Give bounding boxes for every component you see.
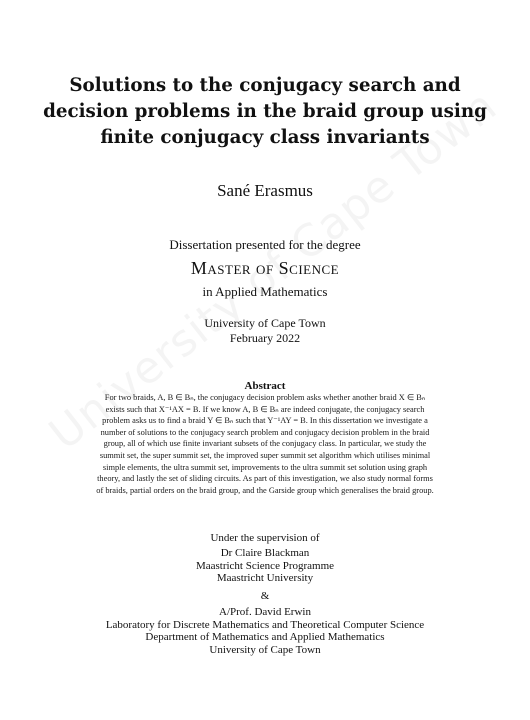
- author-name: Sané Erasmus: [217, 181, 313, 200]
- abstract-line: of braids, partial orders on the braid group, and the Garside group which generalises the braid group.: [96, 485, 434, 495]
- abstract-line: For two braids, A, B ∈ Bₙ, the conjugacy decision problem asks whether another braid X ∈ Bₙ: [104, 393, 426, 402]
- abstract-line: number of solutions to the conjugacy search problem and conjugacy decision problem in the braid: [100, 427, 430, 437]
- abstract-heading: Abstract: [244, 380, 286, 392]
- supervisor-2: [0, 606, 530, 656]
- abstract-body: [42, 392, 488, 496]
- degree-field: in Applied Mathematics: [202, 284, 328, 299]
- abstract-line: theory, and lastly the set of sliding circuits. As part of this investigation, we also study normal forms: [97, 474, 433, 484]
- title-line: finite conjugacy class invariants: [100, 127, 430, 148]
- abstract-line: exists such that X⁻¹AX = B. If we know A, B ∈ Bₙ are indeed conjugate, the conjugacy search: [105, 404, 425, 414]
- abstract-line: summit set, the super summit set, the improved super summit set algorithm which utilises minimal: [99, 450, 431, 460]
- supervisor-programme: Maastricht Science Programme: [195, 559, 335, 572]
- supervisor-name: Dr Claire Blackman: [220, 547, 310, 559]
- title-line: Solutions to the conjugacy search and: [69, 75, 461, 96]
- thesis-title: [30, 73, 500, 151]
- supervision-intro: Under the supervision of: [210, 532, 320, 544]
- abstract-line: simple elements, the ultra summit set, improvements to the ultra summit set solution using graph: [102, 462, 428, 472]
- supervisor-1: [0, 547, 530, 585]
- ampersand: &: [260, 590, 270, 602]
- supervisor-lab: Laboratory for Discrete Mathematics and Theoretical Computer Science: [105, 618, 425, 631]
- title-line: decision problems in the braid group using: [43, 101, 487, 122]
- institution: University of Cape Town: [204, 316, 326, 330]
- supervisor-department: Department of Mathematics and Applied Mathematics: [145, 631, 385, 643]
- dissertation-statement: Dissertation presented for the degree: [169, 237, 361, 252]
- supervisor-university: Maastricht University: [216, 572, 314, 584]
- supervisor-name: A/Prof. David Erwin: [219, 606, 311, 618]
- abstract-line: problem asks us to find a braid Y ∈ Bₙ such that Y⁻¹AY = B. In this dissertation we investigate a: [102, 416, 428, 426]
- abstract-line: group, all of which use finite invariant subsets of the conjugacy class. In particular, we study the: [103, 439, 427, 449]
- supervisor-university: University of Cape Town: [209, 643, 321, 656]
- degree-name: Master of Science: [190, 258, 340, 278]
- submission-date: February 2022: [229, 331, 301, 345]
